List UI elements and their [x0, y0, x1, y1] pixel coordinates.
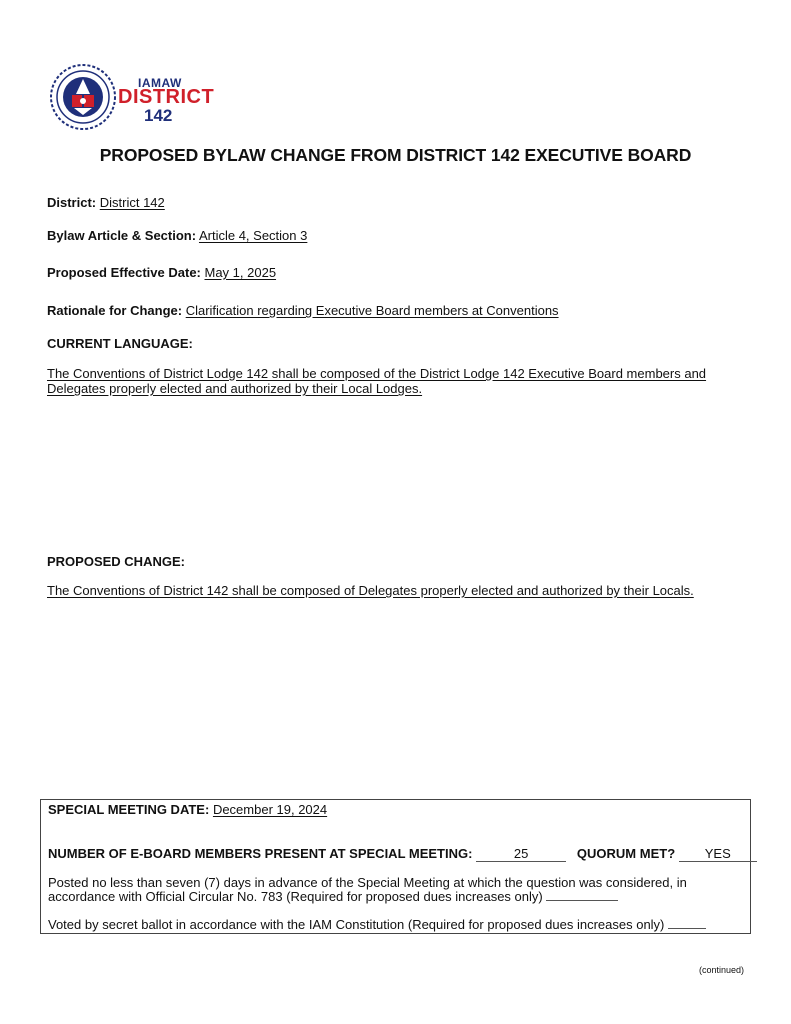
rationale-label: Rationale for Change: [47, 303, 183, 318]
logo-district-text: DISTRICT [118, 86, 215, 108]
logo-number-text: 142 [144, 106, 173, 125]
quorum-value: YES [679, 847, 757, 862]
secret-ballot-blank [668, 928, 706, 929]
posted-notice-blank [546, 900, 618, 901]
rationale-field [47, 303, 559, 318]
quorum-label: QUORUM MET? [576, 846, 676, 861]
effective-date-label: Proposed Effective Date: [47, 265, 201, 280]
proposed-change-text: The Conventions of District 142 shall be composed of Delegates properly elected and authorized by their Locals. [47, 583, 694, 598]
meeting-date-label: SPECIAL MEETING DATE: [48, 802, 210, 817]
posted-notice-line1: Posted no less than seven (7) days in advance of the Special Meeting at which the question was considered, in [48, 875, 687, 890]
current-language-text: The Conventions of District Lodge 142 shall be composed of the District Lodge 142 Executive Board members and Delegates properly elected and authorized by their Local Lodges. [47, 366, 707, 396]
bylaw-article-field [47, 228, 307, 243]
meeting-date-row [48, 802, 327, 817]
rationale-value: Clarification regarding Executive Board members at Conventions [185, 303, 559, 318]
district-label: District: [47, 195, 97, 210]
district-value: District 142 [99, 195, 165, 210]
effective-date-value: May 1, 2025 [204, 265, 277, 280]
posted-notice-line2: accordance with Official Circular No. 783 (Required for proposed dues increases only) [48, 889, 543, 904]
members-present-label: NUMBER OF E-BOARD MEMBERS PRESENT AT SPECIAL MEETING: [48, 846, 473, 861]
continued-note: (continued) [698, 965, 744, 975]
bylaw-article-label: Bylaw Article & Section: [47, 228, 197, 243]
document-title: PROPOSED BYLAW CHANGE FROM DISTRICT 142 EXECUTIVE BOARD [99, 145, 692, 165]
posted-notice-line2-row [48, 889, 618, 904]
logo-iamaw-text: IAMAW [138, 76, 182, 90]
proposed-change-heading: PROPOSED CHANGE: [47, 554, 185, 569]
district-field [47, 195, 165, 210]
special-meeting-box [40, 799, 751, 934]
iamaw-district-142-logo [50, 64, 220, 132]
bylaw-article-value: Article 4, Section 3 [198, 228, 308, 243]
meeting-date-value: December 19, 2024 [212, 802, 328, 817]
secret-ballot-row [48, 917, 706, 932]
current-language-heading: CURRENT LANGUAGE: [47, 336, 193, 351]
iamaw-seal-icon [50, 64, 116, 130]
members-present-row [48, 846, 757, 862]
effective-date-field [47, 265, 276, 280]
secret-ballot-text: Voted by secret ballot in accordance with the IAM Constitution (Required for proposed dues increases only) [48, 917, 665, 932]
members-present-value: 25 [476, 847, 566, 862]
